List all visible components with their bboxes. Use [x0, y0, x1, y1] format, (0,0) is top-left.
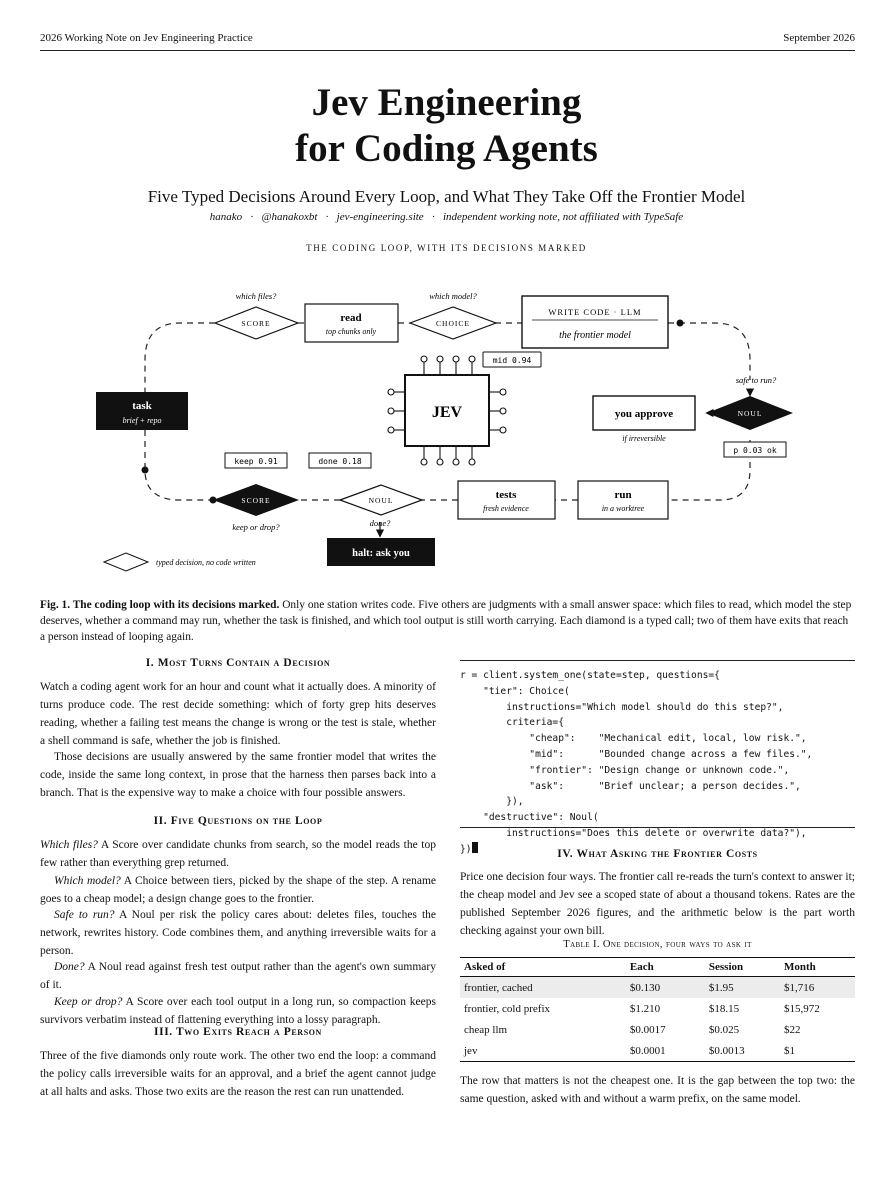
run-sub: in a worktree [601, 504, 645, 513]
write-code-sub: the frontier model [559, 330, 631, 341]
question-keep-or-drop [40, 993, 436, 1029]
table-caption: Table I. One decision, four ways to ask it [563, 939, 752, 950]
tests-title: tests [495, 489, 517, 501]
table-cell: $1 [780, 1040, 855, 1062]
table-row [460, 998, 855, 1019]
table-header-row [460, 958, 855, 977]
q1-text: A Score over candidate chunks from search, so the model reads the top few rather than everything grep returned. [40, 839, 436, 869]
cost-table [460, 957, 855, 1062]
header-rule [40, 50, 855, 51]
q3-text: A Noul per risk the policy cares about: deletes files, touches the network, rewrites history. Code combines them, and anything irreversible waits for a person. [40, 909, 436, 957]
table-cell: frontier, cold prefix [464, 1002, 550, 1015]
approve-title: you approve [614, 408, 674, 420]
table-cell: $0.130 [626, 977, 705, 999]
section-4-heading: IV. What Asking the Frontier Costs [557, 848, 758, 860]
table-cell: $22 [783, 1023, 801, 1036]
section-3-heading: III. Two Exits Reach a Person [154, 1026, 322, 1038]
table-cell: $1,716 [780, 977, 855, 999]
author-site: jev-engineering.site [336, 211, 424, 223]
score2-label: SCORE [241, 496, 271, 505]
q2-label: Which model? [54, 875, 121, 887]
halt-label: halt: ask you [352, 548, 410, 559]
done-question: done? [369, 518, 391, 528]
dot-write [677, 320, 684, 327]
legend-diamond [104, 553, 148, 571]
q1-label: Which files? [40, 839, 98, 851]
noul1-label: NOUL [737, 409, 763, 418]
author-line [0, 211, 893, 223]
score2-question: keep or drop? [232, 522, 280, 532]
author-name: hanako [209, 211, 243, 223]
col-header-session: Session [705, 958, 780, 977]
done-badge: done 0.18 [318, 457, 362, 466]
col-header-asked-of: Asked of [460, 958, 626, 977]
table-cell: $15,972 [783, 1002, 820, 1015]
task-title: task [132, 400, 152, 412]
noul1-question: safe to run? [735, 375, 777, 385]
table-cell: jev [460, 1040, 626, 1062]
caption-text: Only one station writes code. Five others are judgments with a small answer space: which files to read, which model the step deserves, whether a command may run, whether the task is finished, and which tool output is still worth carrying. Each diamond is a typed call; two of them have exits that reach a person instead of looping again. [40, 599, 852, 643]
s1p1: Watch a coding agent work for an hour and count what it actually does. A minority of turns produce code. The rest decide something: which of forty grep hits deserves reading, whether a failing test means the change is wrong or the test is stale, whether a shell command is safe, whether the job is finished. [40, 681, 436, 747]
table-cell: $18.15 [708, 1002, 740, 1015]
author-sep-2: · [325, 211, 329, 223]
table-cell: $1.95 [705, 977, 780, 999]
question-which-model [40, 872, 436, 908]
table-cell: $0.025 [708, 1023, 740, 1036]
q2-text: A Choice between tiers, picked by the shape of the step. A rename goes to a cheap model; a design change goes to the frontier. [40, 875, 436, 905]
jev-chip-label: JEV [431, 404, 463, 421]
figure-caption [40, 597, 855, 645]
table-row [460, 1019, 855, 1040]
read-title: read [340, 312, 362, 324]
section-3-paragraph: Three of the five diamonds only route work. The other two end the loop: a command the policy calls irreversible waits for an approval, and a brief the agent cannot judge at all halts and asks. Those two exits are the reason the rest can run unattended. [40, 1050, 436, 1098]
table-cell: $0.0017 [629, 1023, 666, 1036]
paper-subtitle: Five Typed Decisions Around Every Loop, and What They Take Off the Frontier Model [147, 187, 746, 206]
section-4-paragraph-1: Price one decision four ways. The frontier call re-reads the turn's context to answer it; the cheap model and Jev see a scoped state of about a thousand tokens. Rates are the published September 2026 figures, and the arithmetic below is the part worth checking against your own bill. [460, 871, 855, 937]
figure-label: THE CODING LOOP, WITH ITS DECISIONS MARKED [306, 243, 587, 253]
q5-text: A Score over each tool output in a long run, so compaction keeps survivors verbatim instead of flattening everything into a lossy paragraph. [40, 996, 436, 1026]
question-done [40, 958, 436, 994]
coding-loop-diagram [0, 270, 893, 590]
question-which-files [40, 836, 436, 872]
task-sub: brief + repo [122, 416, 162, 425]
question-safe-to-run [40, 906, 436, 960]
section-2-heading: II. Five Questions on the Loop [153, 815, 323, 827]
legend-text: typed decision, no code written [156, 558, 256, 567]
paper-title [0, 80, 893, 172]
q4-label: Done? [54, 961, 85, 973]
choice-question: which model? [429, 291, 477, 301]
table-cell: $0.0001 [626, 1040, 705, 1062]
col-header-each: Each [626, 958, 705, 977]
table-cell: frontier, cached [460, 977, 626, 999]
tests-sub: fresh evidence [483, 504, 529, 513]
table-cell: cheap llm [464, 1023, 508, 1036]
running-header-date: September 2026 [783, 32, 855, 44]
mid-badge: mid 0.94 [492, 356, 532, 365]
noul2-label: NOUL [368, 496, 394, 505]
author-sep-3: · [431, 211, 435, 223]
col-header-month: Month [780, 958, 855, 977]
q3-label: Safe to run? [54, 909, 115, 921]
table-cell: $0.0013 [705, 1040, 780, 1062]
code-text: r = client.system_one(state=step, questions={ "tier": Choice( instructions="Which model should do this step?", criteria={ "cheap": "Mechanical edit, local, low risk.", "mid": "Bounded change across a few files.", "frontier": "Design change or unknown code.", "ask": "Brief unclear; a person decides.", }), "destructive": Noul( instructions="Does this delete or overwrite data?"), }) [460, 670, 813, 855]
table-cell: $1.210 [629, 1002, 661, 1015]
section-1-paragraph-1 [40, 678, 436, 750]
title-line-1: Jev Engineering [311, 81, 582, 124]
section-1-paragraph-2: Those decisions are usually answered by the same frontier model that writes the code, inside the same long context, in prose that the harness then parses back into a branch. That is the expensive way to make a choice with four possible answers. [40, 751, 436, 799]
running-header-left: 2026 Working Note on Jev Engineering Practice [40, 32, 253, 44]
choice-label: CHOICE [436, 319, 470, 328]
caption-lead: Fig. 1. The coding loop with its decisions marked. [40, 599, 280, 611]
section-4-paragraph-2: The row that matters is not the cheapest one. It is the gap between the top two: the same question, asked with and without a warm prefix, on the same model. [460, 1075, 855, 1105]
score1-label: SCORE [241, 319, 271, 328]
approve-sub: if irreversible [622, 434, 666, 443]
table-row [460, 977, 855, 999]
q4-text: A Noul read against fresh test output rather than the agent's own summary of it. [40, 961, 436, 991]
keep-badge: keep 0.91 [234, 457, 278, 466]
table-row [460, 1040, 855, 1062]
run-title: run [614, 489, 632, 501]
score1-question: which files? [235, 291, 277, 301]
author-note: independent working note, not affiliated with TypeSafe [442, 211, 684, 223]
q5-label: Keep or drop? [54, 996, 123, 1008]
read-sub: top chunks only [325, 327, 377, 336]
author-sep-1: · [250, 211, 254, 223]
section-1-heading: I. Most Turns Contain a Decision [145, 657, 331, 669]
write-code-title: WRITE CODE · LLM [548, 307, 642, 317]
title-line-2: for Coding Agents [295, 127, 598, 170]
p-badge: p 0.03 ok [733, 446, 777, 455]
author-handle: @hanakoxbt [261, 211, 318, 223]
dot-task [142, 467, 149, 474]
